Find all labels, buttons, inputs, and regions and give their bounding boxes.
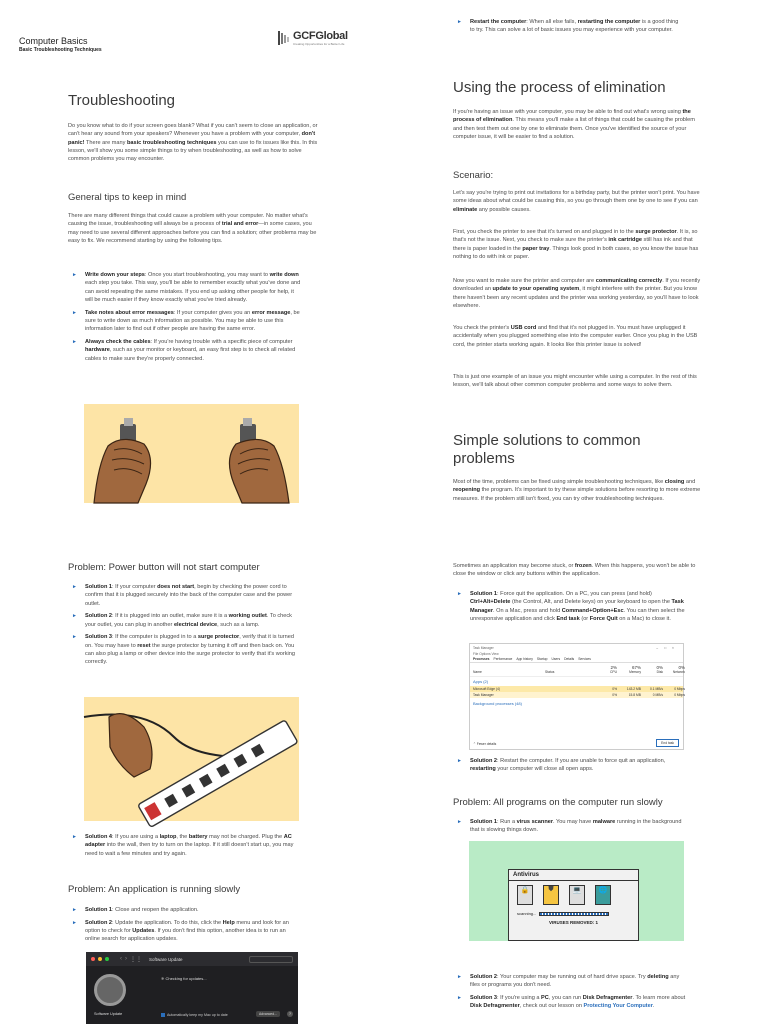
tab-processes[interactable]: Processes	[473, 657, 490, 661]
checkbox-icon	[161, 1013, 165, 1017]
laptop-icon: 💻	[569, 885, 585, 905]
bullet-arrow-icon: ►	[72, 272, 77, 278]
fewer-details-link[interactable]: ⌃ Fewer details	[473, 742, 497, 746]
hands-holding-cables-icon	[84, 404, 299, 503]
list-item: ► Solution 1: If your computer does not start, begin by checking the power cord to confirm that it is plugged securely into the back of the computer case and the power outlet.	[72, 584, 293, 607]
general-tips-paragraph: There are many different things that could cause a problem with your computer. No matter what's causing the issue, troubleshooting will always be a process of trial and error—in some cases, you may need to use several different approaches before you can find a solution; other problems may be easy to fix. We recommend starting by using the following tips.	[68, 213, 317, 244]
close-dot-icon[interactable]	[91, 957, 95, 961]
progress-bar	[539, 912, 609, 916]
slow-app-heading: Problem: An application is running slowly	[68, 884, 241, 895]
app-name-label: Software Update	[94, 1012, 123, 1016]
shield-icon: ⛊	[543, 885, 559, 905]
elimination-paragraph: If you're having an issue with your computer, you may be able to find out what's wrong using the process of elimination. This means you'll make a list of things that could be causing the problem and then test them out one by one to eliminate them. Once you've identified the source of your computer issue, it will be easier to find a solution.	[453, 109, 695, 140]
antivirus-illustration	[469, 841, 684, 941]
software-update-window	[86, 952, 298, 1024]
col-memory[interactable]: Memory	[629, 670, 641, 674]
logo-text: GCFGlobal	[293, 30, 348, 42]
help-button[interactable]: ?	[288, 1011, 292, 1016]
col-disk[interactable]: Disk	[656, 670, 663, 674]
protecting-computer-link[interactable]: Protecting Your Computer	[583, 1003, 653, 1010]
power-solution4-list	[68, 833, 302, 862]
gear-icon	[94, 974, 126, 1006]
power-solutions-list	[68, 583, 302, 671]
tips-list	[68, 271, 302, 367]
cables-illustration	[84, 404, 299, 503]
frozen-solution2-list	[453, 757, 687, 778]
course-title: Computer Basics	[19, 36, 88, 46]
scan-progress: scanning...	[509, 909, 638, 918]
task-manager-window	[469, 643, 684, 750]
all-programs-list-2	[453, 973, 687, 1015]
list-item: ► Solution 2: Update the application. To do this, click the Help menu and look for an option to check for Updates. If you don't find this option, another idea is to run an online search for application updates.	[72, 919, 289, 943]
end-task-button[interactable]: End task	[656, 739, 679, 747]
list-item: ► Solution 3: If the computer is plugged in to a surge protector, verify that it is turned on. You may have to reset the surge protector by turning it off and then back on. You can also plug a lamp or other device into the surge protector to verify that it's working correctly.	[72, 634, 296, 666]
all-programs-heading: Problem: All programs on the computer run slowly	[453, 797, 663, 808]
surge-protector-icon	[84, 697, 299, 821]
surge-protector-illustration	[84, 697, 299, 821]
window-controls-icon[interactable]: –□×	[656, 646, 680, 650]
list-item: ► Solution 2: Restart the computer. If you are unable to force quit an application, restarting your computer will close all open apps.	[457, 758, 666, 773]
memory-percent: 67%	[631, 665, 641, 670]
apps-group: Apps (2)	[473, 679, 489, 684]
tab-performance[interactable]: Performance	[493, 657, 513, 661]
list-item: ► Solution 2: Your computer may be running out of hard drive space. Try deleting any files or programs you don't need.	[457, 974, 680, 989]
tab-details[interactable]: Details	[564, 657, 575, 661]
list-item: ► Take notes about error messages: If your computer gives you an error message, be sure to write down as much information as possible. You may be able to use this information later to find out if other people are having the same error.	[72, 309, 300, 333]
bullet-arrow-icon: ►	[457, 995, 462, 1002]
bullet-arrow-icon: ►	[72, 634, 77, 641]
simple-solutions-paragraph: Most of the time, problems can be fixed using simple troubleshooting techniques, like closing and reopening the program. It's important to try these simple solutions before resorting to more extreme measures. If the problem still isn't fixed, you can try other troubleshooting techniques.	[453, 479, 701, 502]
zoom-dot-icon[interactable]	[105, 957, 109, 961]
power-problem-heading: Problem: Power button will not start computer	[68, 562, 260, 573]
antivirus-title: Antivirus	[509, 870, 638, 881]
list-item: ► Write down your steps: Once you start troubleshooting, you may want to write down each step you take. This way, you'll be able to remember exactly what you've done and can avoid repeating the same mistakes. If you end up asking other people for help, it will be much easier if they know exactly what you've tried already.	[72, 272, 301, 303]
cpu-percent: 2%	[610, 665, 617, 670]
tab-startup[interactable]: Startup	[536, 657, 548, 661]
lesson-subtitle: Basic Troubleshooting Techniques	[19, 47, 102, 53]
all-programs-list	[453, 818, 687, 839]
bullet-arrow-icon: ►	[72, 309, 77, 316]
network-percent: 0%	[678, 665, 685, 670]
disk-percent: 0%	[656, 665, 663, 670]
restart-list	[453, 18, 683, 39]
simple-solutions-heading: Simple solutions to common problems	[453, 432, 641, 467]
intro-paragraph: Do you know what to do if your screen goes blank? What if you can't seem to close an application, or can't hear any sound from your speakers? Whenever you have a problem with your computer, don't panic! There are many basic troubleshooting techniques you can use to fix issues like this. In this lesson, we'll show you some simple things to try when troubleshooting, as well as how to solve common problems you may encounter.	[68, 123, 318, 163]
list-item: ► Solution 4: If you are using a laptop, the battery may not be charged. Plug the AC adapter into the wall, then try to turn on the laptop. If it still doesn't start up, you may need to wait a few minutes and try again.	[72, 834, 294, 857]
viruses-removed-label: VIRUSES REMOVED: 1	[548, 920, 598, 925]
checking-label: ✱ Checking for updates...	[161, 976, 207, 981]
table-row[interactable]: Microsoft Edge (4) 0% 143.2 MB 0.1 MB/s 0 Mbps	[470, 686, 683, 692]
gcf-logo[interactable]	[278, 30, 348, 46]
list-item: ► Solution 2: If it is plugged into an outlet, make sure it is a working outlet. To check your outlet, you can plug in another electrical device, such as a lamp.	[72, 613, 292, 628]
globe-icon: 🌐	[595, 885, 611, 905]
menu-bar[interactable]: File Options View	[473, 652, 499, 656]
bullet-arrow-icon: ►	[457, 591, 462, 597]
auto-update-checkbox[interactable]: Automatically keep my Mac up to date	[161, 1013, 228, 1017]
col-status[interactable]: Status	[545, 670, 555, 674]
list-item: ► Always check the cables: If you're having trouble with a specific piece of computer hardware, such as your monitor or keyboard, an easy first step is to check all related cables to make sure they're properly connected.	[72, 339, 296, 362]
bullet-arrow-icon: ►	[72, 584, 77, 590]
troubleshooting-heading: Troubleshooting	[68, 92, 176, 109]
list-item: ► Restart the computer: When all else fails, restarting the computer is a good thing to try. This can solve a lot of basic issues you may experience with your computer.	[457, 19, 679, 34]
bullet-arrow-icon: ►	[457, 758, 462, 764]
general-tips-heading: General tips to keep in mind	[68, 192, 187, 203]
advanced-button[interactable]: Advanced...	[256, 1011, 280, 1017]
bullet-arrow-icon: ►	[457, 819, 462, 825]
chevron-up-icon: ⌃	[473, 742, 477, 746]
scenario-paragraph-4: You check the printer's USB cord and find that it's not plugged in. You must have unplugged it accidentally when you plugged something else into the computer earlier. Once you plug in the USB cord, the printer starts working again. It looks like this printer issue is solved!	[453, 325, 698, 348]
forward-icon[interactable]: ›	[125, 956, 127, 962]
col-cpu[interactable]: CPU	[610, 670, 617, 674]
frozen-list	[453, 590, 687, 628]
scenario-paragraph-3: Now you want to make sure the printer and computer are communicating correctly. If you recently downloaded an update to your operating system, it might interfere with the printer. But you know there haven't been any recent updates and the printer was working yesterday, so you'll have to look elsewhere.	[453, 278, 701, 309]
tab-bar	[470, 656, 683, 663]
bullet-arrow-icon: ►	[72, 919, 77, 926]
bullet-arrow-icon: ►	[72, 339, 77, 346]
list-item: ► Solution 1: Close and reopen the application.	[72, 907, 199, 913]
elimination-heading: Using the process of elimination	[453, 79, 666, 96]
spinner-icon: ✱	[161, 976, 166, 981]
list-item: ► Solution 3: If you're using a PC, you can run Disk Defragmenter. To learn more about Disk Defragmenter, check out our lesson on Protecting Your Computer.	[457, 995, 686, 1010]
back-icon[interactable]: ‹	[120, 956, 122, 962]
table-row[interactable]: Task Manager 0% 15.8 MB 0 MB/s 0 Mbps	[470, 692, 683, 698]
scenario-paragraph-2: First, you check the printer to see that it's turned on and plugged in to the surge protector. It is, so that's not the issue. Next, you check to make sure the printer's ink cartridge still has ink and that there is paper loaded in the paper tray. Things look good in both cases, so you know the issue has nothing to do with ink or paper.	[453, 229, 699, 260]
scenario-heading: Scenario:	[453, 170, 494, 181]
tab-app-history[interactable]: App history	[516, 657, 533, 661]
antivirus-window	[508, 869, 639, 941]
background-processes-group: Background processes (48)	[473, 701, 522, 706]
grid-icon[interactable]: ⋮⋮	[130, 956, 142, 963]
search-input[interactable]	[249, 956, 293, 963]
bullet-arrow-icon: ►	[72, 613, 77, 620]
minimize-dot-icon[interactable]	[98, 957, 102, 961]
col-network[interactable]: Network	[672, 670, 685, 674]
scenario-paragraph-5: This is just one example of an issue you might encounter while using a computer. In the rest of this lesson, we'll talk about other common computer problems and some ways to solve them.	[453, 374, 697, 389]
bullet-arrow-icon: ►	[72, 907, 77, 913]
lock-icon: 🔒	[517, 885, 533, 905]
scenario-paragraph-1: Let's say you're trying to print out invitations for a birthday party, but the printer won't print. You have some ideas about what could be causing this, so you go through them one by one to see if you can eliminate any possible causes.	[453, 190, 700, 213]
list-item: ► Solution 1: Run a virus scanner. You may have malware running in the background that is slowing things down.	[457, 819, 682, 834]
gcf-logo-icon	[278, 30, 290, 46]
tab-users[interactable]: Users	[551, 657, 561, 661]
bullet-arrow-icon: ►	[72, 834, 77, 840]
header	[19, 36, 102, 53]
slow-app-list	[68, 906, 302, 948]
col-name[interactable]: Name	[473, 670, 482, 674]
column-headers	[470, 663, 683, 677]
frozen-paragraph: Sometimes an application may become stuck, or frozen. When this happens, you won't be able to close the window or click any buttons within the application.	[453, 563, 696, 578]
tab-services[interactable]: Services	[578, 657, 591, 661]
window-title: Software Update	[149, 956, 183, 962]
bullet-arrow-icon: ►	[457, 974, 462, 980]
task-manager-title: Task Manager	[473, 646, 494, 650]
bullet-arrow-icon: ►	[457, 19, 462, 25]
logo-tagline: Creating Opportunities for a Better Life	[293, 42, 345, 46]
list-item: ► Solution 1: Force quit the application. On a PC, you can press (and hold) Ctrl+Alt+Delete (the Control, Alt, and Delete keys) on your keyboard to open the Task Manager. On a Mac, press and hold Command+Option+Esc. You can then select the unresponsive application and click End task (or Force Quit on a Mac) to close it.	[457, 591, 685, 622]
